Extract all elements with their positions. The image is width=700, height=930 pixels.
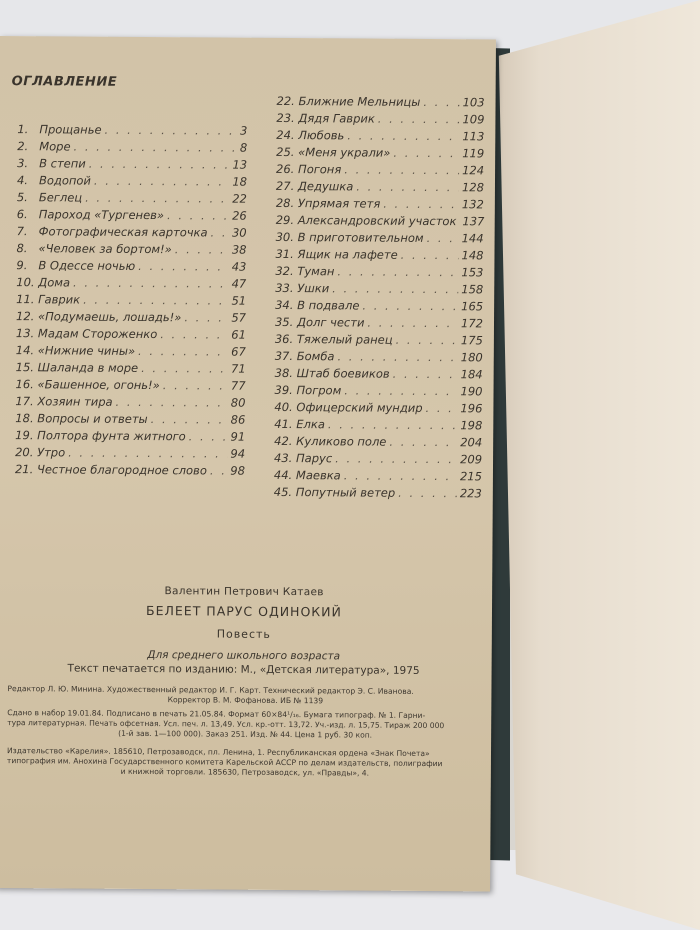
toc-entry [274,468,482,486]
toc-entry-title: Тяжелый ранец [296,332,393,347]
toc-leader-dots [138,344,228,359]
toc-entry-title: Офицерский мундир [296,400,423,415]
toc-entry-page: 77 [230,378,246,393]
toc-entry-number: 5. [16,190,28,205]
toc-entry-number: 27. [275,178,295,194]
toc-entry [276,213,484,231]
toc-entry-title: Дома [38,275,71,290]
toc-entry-page: 204 [460,435,483,450]
toc-leader-dots [367,316,458,331]
toc-leader-dots [344,468,457,483]
toc-entry-title: Фотографическая карточка [38,224,208,240]
toc-leader-dots [89,157,230,172]
toc-entry-title: Любовь [298,128,345,143]
toc-entry-page: 8 [239,140,248,155]
toc-entry-number: 42. [274,433,293,449]
toc-entry-number: 14. [15,343,35,358]
toc-leader-dots [211,225,230,239]
toc-entry-page: 124 [462,163,485,178]
toc-leader-dots [378,112,460,127]
toc-leader-dots [383,197,459,212]
toc-entry [16,275,246,294]
toc-entry [275,264,483,282]
toc-entry-title: Попутный ветер [295,485,396,500]
facing-page [486,0,700,930]
toc-entry-title: Бомба [296,349,335,364]
imprint-line: и книжной торговли. 185630, Петрозаводск, ул. «Правды», 4. [120,766,370,778]
toc-entry-number: 37. [274,348,294,364]
toc-entry-number: 39. [274,382,293,398]
toc-entry-number: 16. [15,377,34,392]
toc-entry-page: 209 [460,452,483,467]
toc-entry-number: 13. [15,326,35,341]
toc-leader-dots [393,146,459,160]
toc-entry-number: 28. [275,195,295,211]
toc-leader-dots [398,486,457,500]
toc-leader-dots [362,299,458,314]
toc-entry [276,230,484,248]
toc-entry-title: «Человек за бортом!» [38,241,172,257]
toc-leader-dots [68,445,227,460]
toc-entry [276,196,484,214]
toc-entry [15,462,245,481]
toc-entry [15,428,245,447]
toc-entry-title: Утро [37,445,66,460]
toc-entry-number: 4. [16,173,29,188]
toc-entry [17,224,247,243]
toc-entry-number: 33. [275,280,294,296]
toc-entry-title: Шаланда в море [37,360,139,375]
toc-leader-dots [138,259,229,274]
toc-entry [274,383,482,401]
toc-entry-number: 18. [15,411,34,426]
toc-entry [16,292,246,311]
toc-entry [16,309,246,328]
toc-entry-page: 144 [461,231,484,246]
toc-leader-dots [426,401,458,415]
toc-entry-number: 32. [275,263,294,279]
toc-entry-title: Александровский участок [297,213,457,229]
toc-entry-page: 67 [231,344,246,359]
toc-entry-page: 153 [461,265,484,280]
toc-entry [16,326,246,345]
toc-entry-number: 30. [275,229,294,245]
toc-entry-page: 137 [462,214,485,229]
toc-entry-title: Штаб боевиков [296,366,390,381]
toc-leader-dots [337,349,457,364]
toc-entry-title: «Нижние чины» [37,343,136,358]
toc-entry [17,190,247,209]
toc-entry-number: 9. [16,258,28,273]
toc-entry-page: 113 [462,129,485,144]
toc-entry-number: 17. [15,394,34,409]
toc-entry-title: «Меня украли» [298,145,391,160]
toc-entry-title: Гаврик [38,292,81,307]
toc-entry-title: Маевка [295,468,341,483]
toc-leader-dots [105,123,238,138]
toc-entry [15,411,245,430]
toc-entry-title: Ближние Мельницы [298,94,421,109]
toc-leader-dots [332,281,458,296]
toc-entry-title: Пароход «Тургенев» [38,207,165,223]
toc-entry-number: 35. [274,314,294,330]
toc-entry-title: Долг чести [296,315,365,330]
toc-entry-title: Парус [296,451,333,466]
toc-entry [15,445,245,464]
toc-entry-page: 165 [461,299,484,314]
toc-entry-page: 94 [230,446,246,461]
book-page [0,36,496,891]
toc-entry [17,139,247,158]
toc-entry-page: 184 [460,367,483,382]
toc-leader-dots [83,293,229,308]
toc-entry-page: 190 [460,384,483,399]
toc-entry [274,451,482,469]
toc-entry [275,366,483,384]
toc-leader-dots [335,451,457,466]
toc-leader-dots [175,242,229,256]
toc-entry-number: 36. [274,331,294,347]
toc-entry-number: 45. [273,484,293,500]
toc-entry-page: 26 [232,208,247,223]
toc-entry-title: Погром [296,383,342,398]
toc-entry [276,162,484,180]
toc-entry-number: 43. [274,450,293,466]
toc-entry-page: 215 [459,469,482,484]
toc-entry [275,315,483,333]
toc-entry-number: 40. [274,399,293,415]
toc-entry-number: 29. [275,212,295,228]
toc-entry [16,377,246,396]
toc-entry-number: 26. [276,161,295,177]
toc-entry-title: Море [39,139,71,154]
toc-entry-page: 175 [460,333,483,348]
toc-entry-title: Хозяин тира [37,394,113,409]
toc-entry-title: В степи [39,156,86,171]
toc-entry [276,94,484,112]
toc-entry-page: 13 [232,157,248,172]
toc-leader-dots [74,140,237,155]
toc-entry-number: 38. [274,365,293,381]
toc-entry-number: 1. [17,122,29,137]
toc-heading: ОГЛАВЛЕНИЕ [11,74,118,90]
toc-entry-number: 22. [276,93,295,109]
toc-leader-dots [189,429,228,443]
toc-entry-number: 24. [276,127,295,143]
toc-entry-title: Туман [297,264,335,279]
toc-entry-page: 47 [231,276,247,291]
toc-entry-page: 132 [461,197,484,212]
toc-leader-dots [94,174,230,189]
toc-entry [274,434,482,452]
toc-entry-title: Прощанье [39,122,102,137]
toc-entry-number: 44. [273,467,293,483]
toc-entry-title: Упрямая тетя [297,196,381,211]
toc-entry [275,298,483,316]
toc-entry-number: 19. [15,428,34,443]
toc-entry-number: 41. [274,416,293,432]
toc-leader-dots [393,367,458,381]
toc-entry-page: 86 [230,412,246,427]
toc-entry-title: «Башенное, огонь!» [37,377,160,393]
toc-leader-dots [344,383,457,398]
toc-entry-title: Ящик на лафете [297,247,398,262]
toc-entry-page: 80 [230,395,246,410]
toc-entry-number: 20. [15,445,34,460]
toc-entry-number: 7. [16,224,28,239]
toc-entry [17,156,247,175]
edition-note: Текст печатается по изданию: М., «Детская литература», 1975 [67,662,420,677]
toc-entry-page: 158 [461,282,484,297]
toc-entry-title: Мадам Стороженко [37,326,158,342]
toc-entry-page: 198 [460,418,483,433]
toc-entry-title: Честное благородное слово [36,462,207,478]
toc-leader-dots [423,95,459,109]
toc-leader-dots [389,435,457,449]
toc-entry-number: 6. [16,207,28,222]
toc-entry-title: Водопой [38,173,91,188]
imprint-line: типография им. Анохина Государственного комитета Карельской АССР по делам издательств, полиграфии [6,756,443,769]
toc-leader-dots [184,310,228,324]
toc-entry-page: 51 [231,293,247,308]
toc-entry-title: Полтора фунта житного [37,428,186,444]
toc-entry-page: 71 [230,361,246,376]
toc-entry [275,332,483,350]
toc-entry-number: 21. [14,462,34,477]
toc-leader-dots [141,361,228,376]
toc-entry-page: 43 [231,259,247,274]
toc-entry-title: Вопросы и ответы [37,411,148,427]
toc-entry-title: Погоня [298,162,342,177]
audience-note: Для среднего школьного возраста [147,649,341,663]
toc-entry [275,349,483,367]
imprint-line: Сдано в набор 19.01.84. Подписано в печать 21.05.84. Формат 60×84¹/₁₆. Бумага типограф. № 1. Гарни- [7,708,426,720]
toc-entry-number: 34. [275,297,294,313]
toc-leader-dots [401,248,459,262]
book-title: БЕЛЕЕТ ПАРУС ОДИНОКИЙ [146,603,342,620]
toc-entry-number: 15. [15,360,35,375]
toc-entry [16,258,246,277]
toc-entry [16,343,246,362]
toc-entry [275,247,483,265]
toc-entry-page: 18 [232,174,248,189]
toc-entry-title: «Подумаешь, лошадь!» [37,309,182,325]
toc-entry [276,128,484,146]
toc-entry-page: 22 [232,191,247,206]
toc-leader-dots [328,417,458,432]
toc-entry-title: В приготовительном [297,230,424,245]
book-genre: Повесть [216,627,271,641]
toc-entry-number: 23. [276,110,295,126]
toc-entry [274,417,482,435]
toc-leader-dots [116,395,228,410]
toc-entry-number: 8. [16,241,28,256]
toc-entry [276,179,484,197]
toc-entry-page: 98 [230,463,246,478]
toc-entry-title: Дедушка [297,179,354,194]
imprint-line: Редактор Л. Ю. Минина. Художественный редактор И. Г. Карт. Технический редактор Э. С. Иванова. [7,684,414,696]
toc-entry-title: Елка [296,417,325,432]
author-name: Валентин Петрович Катаев [164,585,324,599]
toc-entry-title: Дядя Гаврик [298,111,375,126]
toc-entry-number: 2. [17,139,29,154]
toc-leader-dots [163,378,228,392]
toc-leader-dots [396,333,458,347]
toc-leader-dots [427,231,459,245]
toc-leader-dots [73,276,229,291]
toc-column-right [274,94,485,503]
toc-entry-page: 180 [460,350,483,365]
toc-leader-dots [167,208,229,222]
toc-entry-number: 12. [15,309,35,324]
toc-entry-title: Ушки [297,281,330,296]
toc-entry [274,485,482,503]
imprint-line: Корректор В. М. Фофанова. ИБ № 1139 [167,695,324,706]
toc-entry [276,111,484,129]
toc-entry-page: 38 [231,242,247,257]
toc-entry-page: 57 [231,310,247,325]
toc-entry-page: 196 [460,401,483,416]
toc-entry-page: 172 [461,316,484,331]
imprint-line: тура литературная. Печать офсетная. Усл. печ. л. 13,49. Усл. кр.-отт. 13,72. Уч.-изд. л. 15,75. Тираж 200 000 [7,718,445,731]
toc-entry-page: 103 [462,95,485,110]
toc-entry-page: 91 [230,429,246,444]
imprint-line: Издательство «Карелия». 185610, Петрозаводск, пл. Ленина, 1. Республиканская ордена «Знак Почета» [6,746,430,759]
toc-entry-page: 128 [461,180,485,195]
toc-leader-dots [85,191,229,206]
toc-entry [275,281,483,299]
toc-entry-page: 119 [462,146,485,161]
toc-leader-dots [356,179,459,194]
toc-entry-title: В Одессе ночью [38,258,136,273]
toc-entry [274,400,482,418]
toc-entry-number: 25. [276,144,295,160]
toc-entry-page: 223 [459,486,482,501]
toc-leader-dots [347,128,459,143]
toc-column-left [15,122,247,481]
toc-leader-dots [151,412,228,427]
toc-entry [17,207,247,226]
toc-entry [17,122,247,141]
toc-leader-dots [344,162,459,177]
toc-entry-page: 61 [231,327,246,342]
toc-entry [276,145,484,163]
toc-entry-title: Куликово поле [296,434,387,449]
toc-leader-dots [210,463,228,477]
toc-entry [16,360,246,379]
toc-entry [15,394,245,413]
toc-entry-number: 11. [16,292,35,307]
toc-entry-page: 109 [462,112,485,127]
toc-leader-dots [160,327,228,341]
imprint-line: (1-й зав. 1—100 000). Заказ 251. Изд. № 44. Цена 1 руб. 30 коп. [118,728,373,740]
toc-entry-number: 3. [17,156,29,171]
toc-entry-page: 148 [461,248,484,263]
toc-entry-page: 30 [231,225,247,240]
toc-entry [17,173,247,192]
toc-entry-page: 3 [239,123,248,138]
toc-entry-title: Беглец [38,190,83,205]
toc-entry-number: 10. [16,275,35,290]
toc-leader-dots [337,264,458,279]
toc-entry [16,241,246,260]
toc-entry-title: В подвале [297,298,360,313]
toc-entry-number: 31. [275,246,294,262]
